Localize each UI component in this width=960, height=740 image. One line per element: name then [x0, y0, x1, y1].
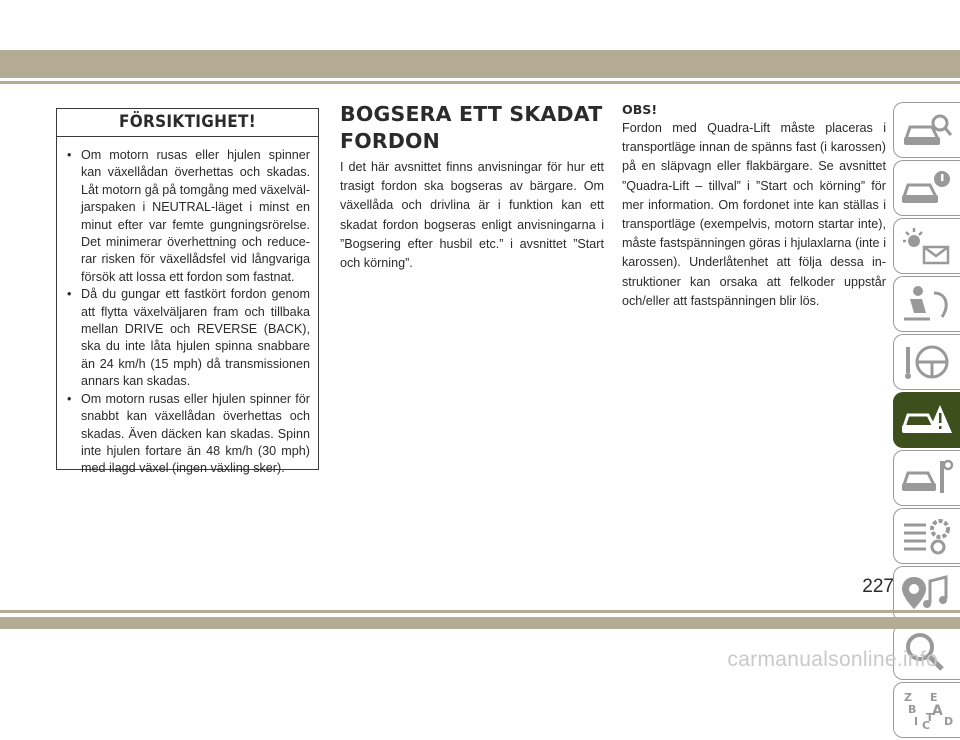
tab-index[interactable]	[893, 682, 960, 738]
top-rule	[0, 81, 960, 84]
svg-text:I: I	[914, 715, 919, 728]
svg-text:C: C	[922, 719, 931, 731]
tab-car-search[interactable]	[893, 102, 960, 158]
hazard-car-icon	[900, 399, 954, 441]
chapter-tabs	[893, 102, 960, 740]
tab-seat-airbag[interactable]	[893, 276, 960, 332]
section-body: I det här avsnittet finns anvisningar för hur ett trasigt fordon ska bogseras av bärgare. Om växellåda och drivlina är i funktion kan ett skadat fordon bogseras enligt anvisningarna i ”Bogsering efter husbil etc.” i avsnittet ”Start och körning”.	[340, 160, 604, 271]
caution-title: FÖRSIKTIGHET!	[57, 109, 318, 137]
svg-text:E: E	[930, 691, 938, 704]
svg-text:A: A	[932, 703, 943, 719]
tab-car-info[interactable]	[893, 160, 960, 216]
section-heading-line1: BOGSERA ETT SKADAT	[340, 102, 603, 126]
caution-list	[57, 137, 318, 478]
tab-warning-lights[interactable]	[893, 218, 960, 274]
tab-car-service[interactable]	[893, 450, 960, 506]
caution-box	[56, 108, 319, 476]
svg-text:Z: Z	[904, 691, 912, 704]
caution-item: • Om motorn rusas eller hjulen spinner för snabbt kan växellådan överhettas och skadas. Även däcken kan skadas. Spinn inte hjulen fortare än 48 km/h (30 mph) med ilagd växel (ingen växling sker).	[67, 391, 310, 478]
svg-text:D: D	[944, 715, 954, 728]
watermark: carmanualsonline.info	[727, 648, 938, 671]
multimedia-icon	[900, 573, 954, 615]
car-service-icon	[900, 457, 954, 499]
steering-wheel-icon	[900, 341, 954, 383]
note-body: Fordon med Quadra-Lift måste placeras i transportläge innan de spänns fast (i karossen) på en släpvagn eller flakbärgare. Se avsnittet ”Quadra-Lift – tillval” i ”Start och körning” för mer information. Om fordonet inte kan ställas i transportläge (exempelvis, motorn startar inte), måste fastspänningen göras i hjulaxlarna (inte i karossen). Underlåtenhet att följa dessa instruktioner kan orsaka att felkoder uppstår och/eller att fastspänningen blir lös.	[622, 121, 886, 308]
bottom-color-band	[0, 617, 960, 629]
section-heading-line2: FORDON	[340, 129, 441, 153]
svg-text:B: B	[908, 703, 917, 716]
caution-item: • Om motorn rusas eller hjulen spinner kan växellådan överhettas och skadas. Låt motorn gå på tomgång med växelväljarspaken i NEUTRAL-läget i minst en minut efter var femte gungningsrörelse. Det minimerar överhettning och reducerar risken för växellådsfel vid långvariga försök att lossa ett fordon som fastnat.	[67, 147, 310, 286]
warning-lights-icon	[900, 225, 954, 267]
svg-text:T: T	[926, 711, 934, 724]
tab-specs[interactable]	[893, 508, 960, 564]
index-letters-icon	[900, 689, 954, 731]
specs-gear-icon	[900, 515, 954, 557]
seat-airbag-icon	[900, 283, 954, 325]
section-heading	[340, 101, 610, 155]
page-number: 227	[862, 576, 894, 597]
tab-multimedia[interactable]	[893, 566, 960, 622]
top-color-band	[0, 50, 960, 78]
car-info-icon	[900, 167, 954, 209]
tab-steering-wheel[interactable]	[893, 334, 960, 390]
note-title: OBS!	[622, 102, 658, 117]
bottom-rule	[0, 610, 960, 613]
caution-item: • Då du gungar ett fastkört fordon genom att flytta växelväljaren fram och tillbaka mellan DRIVE och REVERSE (BACK), ska du inte låta hjulen spinna snabbare än 24 km/h (15 mph) då transmissionen annars kan skadas.	[67, 286, 310, 390]
car-search-icon	[900, 109, 954, 151]
tab-hazard-car[interactable]	[893, 392, 960, 448]
